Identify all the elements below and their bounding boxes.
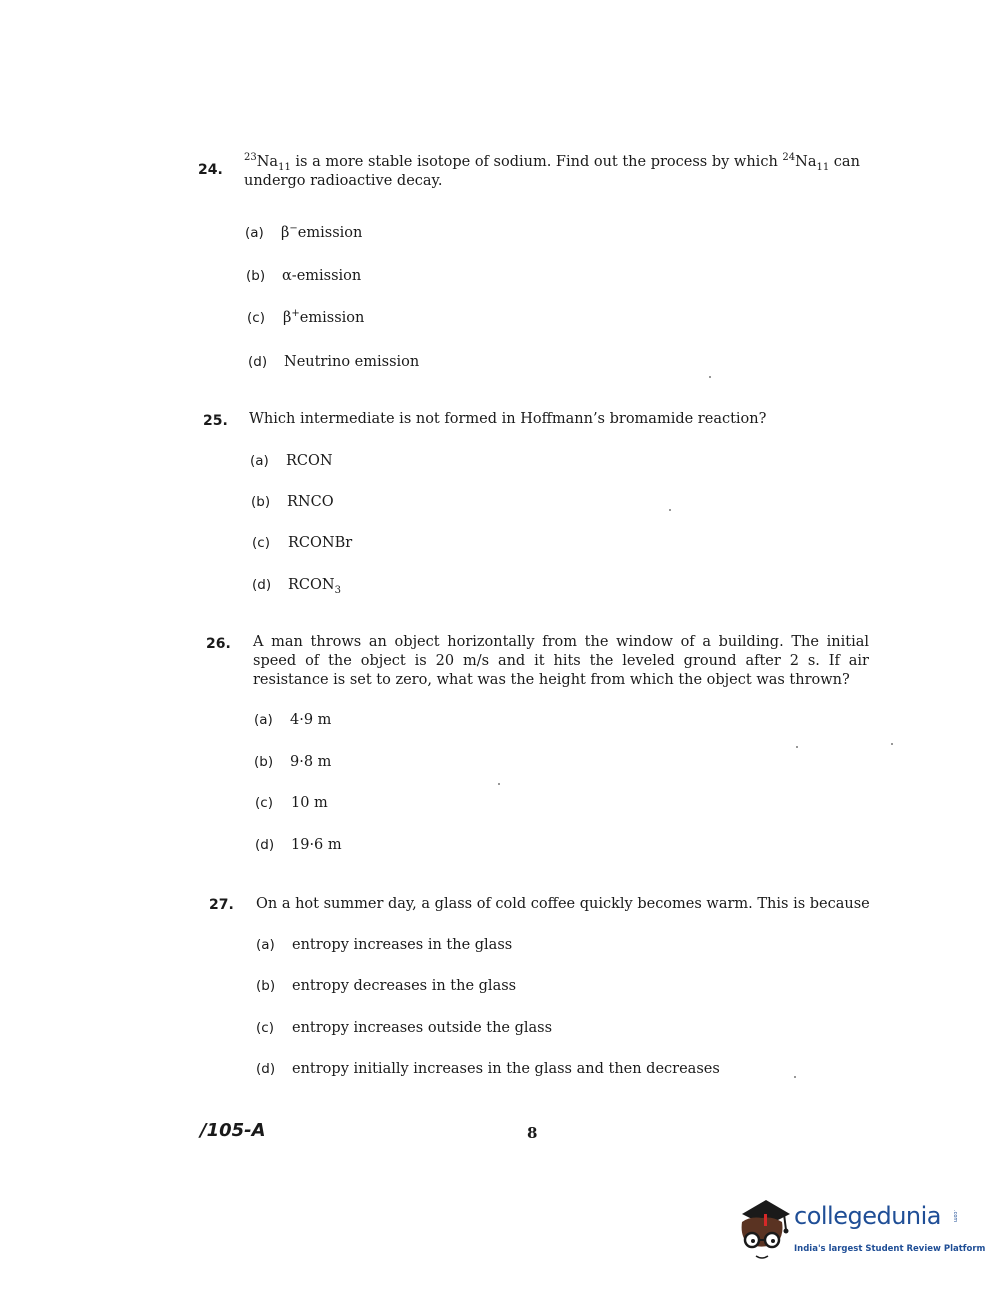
element-symbol: Na <box>256 154 279 170</box>
stem-text: is a more stable isotope of sodium. Find out the process by which <box>290 154 783 170</box>
question-number: 25. <box>203 413 228 429</box>
collegedunia-watermark <box>736 1196 986 1268</box>
stem-text: can undergo radioactive decay. <box>244 154 860 189</box>
question-stem: On a hot summer day, a glass of cold coffee quickly becomes warm. This is because <box>256 896 870 912</box>
option-d: (d) $RCON_3$ <box>252 577 341 596</box>
mass-number: 23 <box>244 152 257 164</box>
question-number: 24. <box>198 162 223 178</box>
brand-tagline: India's largest Student Review Platform <box>794 1244 986 1254</box>
option-b: (b) 9·8 m <box>254 754 332 770</box>
mascot-icon <box>736 1196 792 1266</box>
element-symbol: Na <box>795 154 817 170</box>
question-stem: Which intermediate is not formed in Hoffmann’s bromamide reaction? <box>249 411 767 427</box>
question-stem: A man throws an object horizontally from the window of a building. The initial speed of the object is 20 m/s and it hits the leveled ground after 2 s. If air resistance is set to zero, what was the height from which the object was thrown? <box>253 634 869 688</box>
option-c: (c) 10 m <box>255 795 328 811</box>
question-number: 27. <box>209 897 234 913</box>
scan-speck <box>669 509 671 511</box>
paper-code: /105-A <box>200 1120 266 1141</box>
atomic-number: 11 <box>278 161 291 173</box>
option-b: (b) α-emission <box>246 268 362 284</box>
option-d: (d) entropy initially increases in the glass and then decreases <box>256 1061 720 1077</box>
option-d: (d) 19·6 m <box>255 837 342 853</box>
brand-domain: .com <box>952 1210 958 1223</box>
option-a: (a) entropy increases in the glass <box>256 937 513 953</box>
option-b: (b) RNCO <box>251 494 334 510</box>
question-stem <box>244 153 864 191</box>
scan-speck <box>796 746 798 748</box>
atomic-number: 11 <box>816 161 830 173</box>
option-c: (c) entropy increases outside the glass <box>256 1020 553 1036</box>
option-c: (c) RCONBr <box>252 535 353 551</box>
option-d: (d) Neutrino emission <box>248 354 420 370</box>
question-number: 26. <box>206 636 231 652</box>
scan-speck <box>709 376 711 378</box>
scan-speck <box>794 1076 796 1078</box>
scan-speck <box>498 783 500 785</box>
page-number: 8 <box>527 1124 538 1142</box>
scan-speck <box>891 743 893 745</box>
brand-name: collegedunia <box>794 1202 942 1230</box>
option-b: (b) entropy decreases in the glass <box>256 978 517 994</box>
option-a: (a) RCON <box>250 453 333 469</box>
option-a: (a) β−emission <box>245 223 363 241</box>
option-a: (a) 4·9 m <box>254 712 332 728</box>
mass-number: 24 <box>782 152 796 164</box>
option-c: (c) β+emission <box>247 308 365 326</box>
